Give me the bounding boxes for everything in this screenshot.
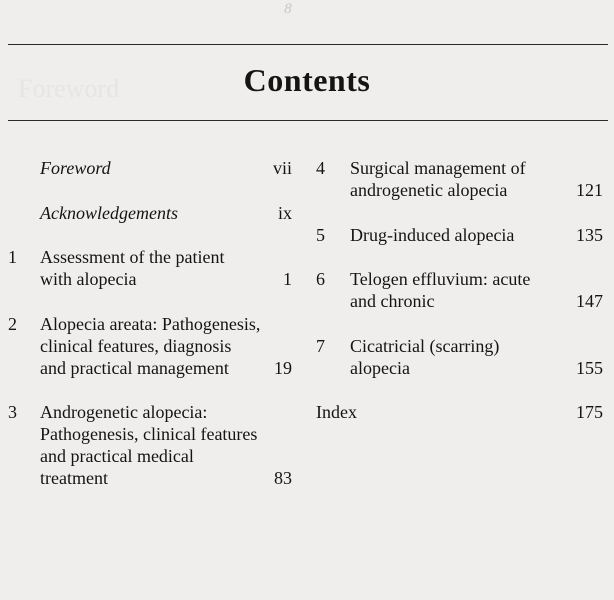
show-through-text: Foreword <box>18 74 120 103</box>
title-rule <box>8 120 608 121</box>
chapter-number: 5 <box>316 225 325 245</box>
chapter-number: 4 <box>316 158 325 178</box>
toc-acknowledgements-label: Acknowledgements <box>40 203 178 223</box>
chapter-title: Drug-induced alopecia <box>350 225 515 245</box>
chapter-page: 121 <box>576 180 603 200</box>
chapter-title: Cicatricial (scarring) alopecia <box>350 336 500 378</box>
chapter-title: Surgical management of androgenetic alopecia <box>350 158 526 200</box>
chapter-page: 155 <box>576 358 603 378</box>
page-title: Contents <box>243 62 371 98</box>
chapter-page: 19 <box>274 358 292 378</box>
chapter-number: 3 <box>8 402 17 422</box>
chapter-page: 147 <box>576 291 603 311</box>
chapter-page: 1 <box>283 269 292 289</box>
chapter-number: 2 <box>8 314 17 334</box>
toc-foreword-label: Foreword <box>40 158 111 178</box>
chapter-page: 83 <box>274 468 292 488</box>
toc-index-label: Index <box>316 402 357 422</box>
chapter-number: 6 <box>316 269 325 289</box>
chapter-number: 7 <box>316 336 325 356</box>
page-folio: 8 <box>284 2 293 17</box>
chapter-title: Telogen effluvium: acute and chronic <box>350 269 531 311</box>
chapter-title: Alopecia areata: Pathogenesis, clinical features, diagnosis and practical management <box>40 314 261 378</box>
top-rule <box>8 44 608 45</box>
chapter-number: 1 <box>8 247 17 267</box>
chapter-title: Assessment of the patient with alopecia <box>40 247 225 289</box>
toc-foreword-page: vii <box>272 158 292 178</box>
toc-index-page: 175 <box>576 402 603 422</box>
chapter-page: 135 <box>576 225 603 245</box>
toc-acknowledgements-page: ix <box>277 203 292 223</box>
chapter-title: Androgenetic alopecia: Pathogenesis, clinical features and practical medical treatment <box>40 402 258 488</box>
